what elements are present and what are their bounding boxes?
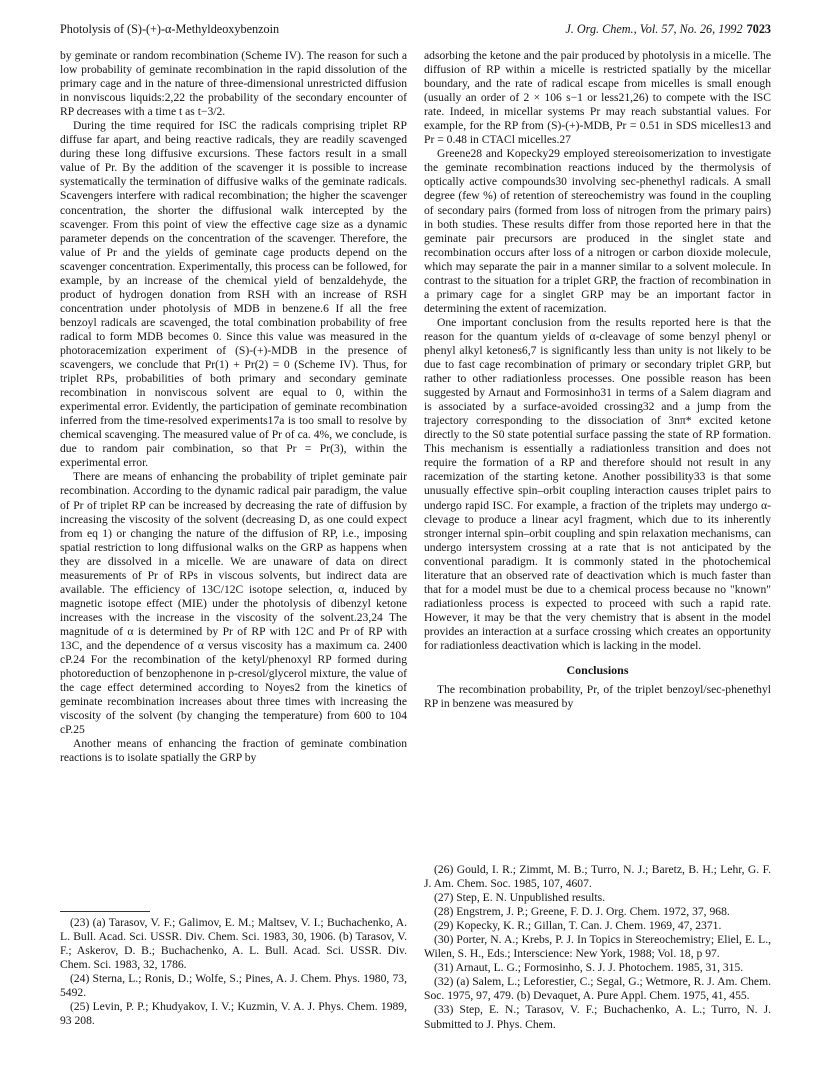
reference-item: (26) Gould, I. R.; Zimmt, M. B.; Turro, N. J.; Baretz, B. H.; Lehr, G. F. J. Am. Chem. Soc. 1985, 107, 4607. [424, 863, 771, 891]
paragraph: adsorbing the ketone and the pair produced by photolysis in a micelle. The diffusion of RP within a micelle is restricted spatially by the micellar boundary, and the rate of radical escape from micelles is small enough (usually an order of 2 × 106 s−1 or less21,26) to compete with the ISC rate. Indeed, in micellar systems Pr may reach substantial values. For example, for the RP from (S)-(+)-MDB, Pr = 0.51 in SDS micelles13 and Pr = 0.48 in CTACl micelles.27 [424, 49, 771, 147]
reference-item: (32) (a) Salem, L.; Leforestier, C.; Segal, G.; Wetmore, R. J. Am. Chem. Soc. 1975, 97, 479. (b) Devaquet, A. Pure Appl. Chem. 1975, 41, 455. [424, 975, 771, 1003]
paragraph: Another means of enhancing the fraction of geminate combination reactions is to isolate spatially the GRP by [60, 737, 407, 765]
running-header [60, 22, 771, 40]
paragraph: There are means of enhancing the probability of triplet geminate pair recombination. According to the dynamic radical pair paradigm, the value of Pr of triplet RP can be increased by decreasing the rate of diffusion by increasing the viscosity of the solvent (decreasing D, as one could expect from eq 1) or changing the nature of the diffusion of RP, i.e., imposing spatial restriction to long diffusional walks on the GRP as happens when they are dissolved in a micelle. We are unaware of data on direct measurements of Pr of RPs in viscous solvents, but indirect data are available. The efficiency of 13C/12C isotope selection, α, induced by magnetic isotope effect (MIE) under the photolysis of dibenzyl ketone increases with the increase in the viscosity of the solvent.23,24 The magnitude of α is determined by Pr of RP with 12C and Pr of RP with 13C, and the dependence of α versus viscosity has a maximum ca. 2400 cP.24 For the recombination of the ketyl/phenoxyl RP formed during photoreduction of benzophenone in p-cresol/glycerol mixture, the value of the cage effect determined according to Noyes2 from the kinetics of geminate recombination increases about three times with increasing the viscosity of the solvent (by changing the temperature) from 600 to 104 cP.25 [60, 470, 407, 737]
two-column-body [60, 49, 771, 1039]
footnote-rule [60, 911, 150, 912]
section-heading-conclusions: Conclusions [566, 663, 629, 678]
footnote-references-left [60, 911, 407, 1028]
paragraph: by geminate or random recombination (Scheme IV). The reason for such a low probability of geminate recombination in the rapid dissolution of the primary cage and in the nature of three-dimensional unrestricted diffusion in nonviscous liquids:2,22 the probability of the secondary encounter of RP decreases with a time t as t−3/2. [60, 49, 407, 119]
reference-item: (27) Step, E. N. Unpublished results. [434, 891, 605, 905]
reference-item: (29) Kopecky, K. R.; Gillan, T. Can. J. Chem. 1969, 47, 2371. [434, 919, 722, 933]
reference-item: (31) Arnaut, L. G.; Formosinho, S. J. J. Photochem. 1985, 31, 315. [434, 961, 744, 975]
journal-page [60, 22, 771, 1052]
reference-item: (28) Engstrem, J. P.; Greene, F. D. J. Org. Chem. 1972, 37, 968. [434, 905, 730, 919]
reference-item: (24) Sterna, L.; Ronis, D.; Wolfe, S.; Pines, A. J. Chem. Phys. 1980, 73, 5492. [60, 972, 407, 1000]
left-column [60, 49, 407, 765]
reference-item: (23) (a) Tarasov, V. F.; Galimov, E. M.; Maltsev, V. I.; Buchachenko, A. L. Bull. Acad. Sci. USSR. Div. Chem. Sci. 1983, 30, 1906. (b) Tarasov, V. F.; Askerov, D. B.; Buchachenko, A. L. Bull. Acad. Sci. USSR. Div. Chem. Sci. 1983, 32, 1786. [60, 916, 407, 972]
journal-name: J. Org. Chem., Vol. 57, No. 26, 1992 [565, 22, 743, 36]
journal-citation [565, 22, 771, 37]
page-number: 7023 [746, 22, 771, 36]
reference-item: (25) Levin, P. P.; Khudyakov, I. V.; Kuzmin, V. A. J. Phys. Chem. 1989, 93 208. [60, 1000, 407, 1028]
reference-item: (30) Porter, N. A.; Krebs, P. J. In Topics in Stereochemistry; Eliel, E. L., Wilen, S. H., Eds.; Interscience: New York, 1988; Vol. 18, p 97. [424, 933, 771, 961]
paragraph: One important conclusion from the results reported here is that the reason for the quantum yields of α-cleavage of some benzyl phenyl or phenyl alkyl ketones6,7 is significantly less than unity is not likely to be due to fast cage recombination of primary or secondary triplet GRP, but rather to other radiationless processes. One possible reason has been suggested by Arnaut and Formosinho31 in terms of a Salem diagram and is associated by a surface-avoided crossing32 and a jump from the trajectory corresponding to the dissociation of 3nπ* excited ketone directly to the S0 state potential surface passing the state of RP formation. This mechanism is essentially a radiationless transition and does not require the formation of a RP and therefore should not result in any racemization of the starting ketone. Another possibility33 is that some unusually effective spin–orbit coupling interaction causes triplet pairs to undergo rapid ISC. For example, a fraction of the triplets may undergo α-clevage to produce a linear acyl fragment, which due to its inherently stronger internal spin–orbit coupling and spin relaxation mechanisms, can undergo intersystem crossing at a rate that is not anticipated by the conventional paradigm. It is commonly stated in the photochemical literature that an observed rate of deactivation which is much faster than that for a model must be due to a chemical process because no "known" radiationless process is expected to proceed with such a rapid rate. However, it may be that the very chemistry that is absent in the model provides an interaction at a surface crossing which creates an opportunity for radiationless deactivation which is lacking in the model. [424, 315, 771, 652]
running-title: Photolysis of (S)-(+)-α-Methyldeoxybenzoin [60, 22, 280, 36]
reference-item: (33) Step, E. N.; Tarasov, V. F.; Buchachenko, A. L.; Turro, N. J. Submitted to J. Phys. Chem. [424, 1003, 771, 1031]
paragraph: Greene28 and Kopecky29 employed stereoisomerization to investigate the geminate recombination reactions induced by the thermolysis of optically active compounds30 involving sec-phenethyl radicals. A small degree (few %) of retention of stereochemistry was found in the coupling of secondary pairs (formed from loss of nitrogen from the primary pairs) in both studies. These results differ from those reported here in that the geminate pair precursors are produced in the singlet state and recombination occurs after loss of a nitrogen or carbon dioxide molecule, which may separate the pair in a manner similar to a solvent molecule. In contrast to the situation for a triplet GRP, the fraction of recombination in a primary cage for a singlet GRP may be an important factor in determining the extent of racemization. [424, 147, 771, 315]
right-column [424, 49, 771, 711]
paragraph: During the time required for ISC the radicals comprising triplet RP diffuse far apart, and being reactive radicals, they are readily scavenged during these long diffusive excursions. These factors result in a small value of Pr. By the addition of the scavenger it is possible to increase systematically the termination of diffusive walks of the geminate radicals. Scavengers interfere with radical recombination; the higher the scavenger concentration, the shorter the diffusional walk intercepted by the scavenger. From this point of view the effective cage size as a dynamic parameter depends on the concentration of the scavenger. Therefore, the value of Pr and the yields of geminate cage products depend on the scavenger concentration. Experimentally, this process can be followed, for example, by an increase of the chemical yield of benzaldehyde, the product of hydrogen donation from RSH with an increase of RSH concentration under photolysis of MDB in benzene.6 If all the free benzoyl radicals are scavenged, the total combination probability of free radical to form MDB becomes 0. Since this value was measured in the photoracemization experiment of (S)-(+)-MDB in the presence of scavengers, we conclude that Pr(1) + Pr(2) = 0 (Scheme IV). Thus, for triplet RPs, probabilities of both primary and secondary geminate recombination in nonviscous solvent are equal to 0, within the experimental error. Evidently, the participation of geminate recombination inferred from the time-resolved experiments17a is too small to resolve by chemical scavenging. The measured value of Pr of ca. 4%, we conclude, is due to random pair combination, so that Pr = Pr(3), within the experimental error. [60, 119, 407, 470]
footnote-references-right [424, 863, 771, 1032]
paragraph: The recombination probability, Pr, of the triplet benzoyl/sec-phenethyl RP in benzene was measured by [424, 683, 771, 711]
